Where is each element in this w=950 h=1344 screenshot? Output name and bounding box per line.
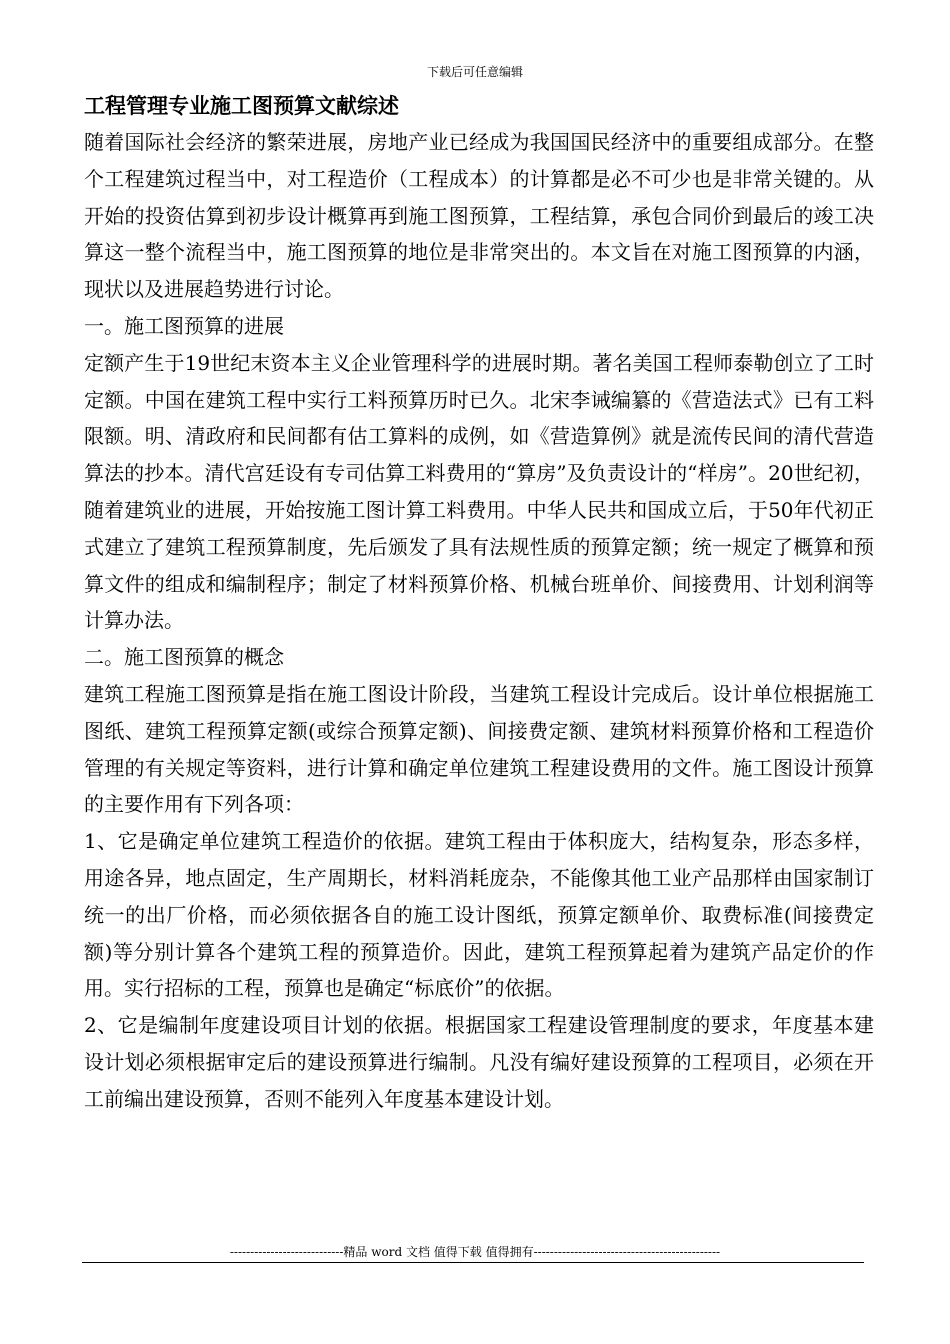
intro-paragraph: 随着国际社会经济的繁荣进展，房地产业已经成为我国国民经济中的重要组成部分。在整个工程建筑过程当中，对工程造价（工程成本）的计算都是必不可少也是非常关键的。从开始的投资估算到初步设计概算再到施工图预算，工程结算，承包合同价到最后的竣工决算这一整个流程当中，施工图预算的地位是非常突出的。本文旨在对施工图预算的内涵，现状以及进展趋势进行讨论。 — [84, 130, 874, 302]
document-title: 工程管理专业施工图预算文献综述 — [84, 93, 399, 118]
page-footer-text: ----------------------------精品 word 文档 值得下载 值得拥有---------------------------------------------- — [229, 1245, 721, 1259]
section-1-paragraph: 定额产生于19世纪末资本主义企业管理科学的进展时期。著名美国工程师泰勒创立了工时定额。中国在建筑工程中实行工料预算历时已久。北宋李诫编纂的《营造法式》已有工料限额。明、清政府和民间都有估工算料的成例，如《营造算例》就是流传民间的清代营造算法的抄本。清代宫廷设有专司估算工料费用的“算房”及负责设计的“样房”。20世纪初，随着建筑业的进展，开始按施工图计算工料费用。中华人民共和国成立后，于50年代初正式建立了建筑工程预算制度，先后颁发了具有法规性质的预算定额；统一规定了概算和预算文件的组成和编制程序；制定了材料预算价格、机械台班单价、间接费用、计划利润等计算办法。 — [84, 350, 874, 633]
section-2-item-2: 2、它是编制年度建设项目计划的依据。根据国家工程建设管理制度的要求，年度基本建设计划必须根据审定后的建设预算进行编制。凡没有编好建设预算的工程项目，必须在开工前编出建设预算，否则不能列入年度基本建设计划。 — [84, 1013, 874, 1111]
document-body — [84, 90, 874, 1118]
section-2-heading: 二。施工图预算的概念 — [84, 645, 284, 670]
footer-divider — [82, 1262, 864, 1263]
section-1-heading: 一。施工图预算的进展 — [84, 313, 284, 338]
page-header-note: 下载后可任意编辑 — [426, 65, 523, 79]
section-2-paragraph: 建筑工程施工图预算是指在施工图设计阶段，当建筑工程设计完成后。设计单位根据施工图纸、建筑工程预算定额(或综合预算定额)、间接费定额、建筑材料预算价格和工程造价管理的有关规定等资料，进行计算和确定单位建筑工程建设费用的文件。施工图设计预算的主要作用有下列各项： — [84, 681, 874, 817]
section-2-item-1: 1、它是确定单位建筑工程造价的依据。建筑工程由于体积庞大，结构复杂，形态多样，用途各异，地点固定，生产周期长，材料消耗庞杂，不能像其他工业产品那样由国家制订统一的出厂价格，而必须依据各自的施工设计图纸，预算定额单价、取费标准(间接费定额)等分别计算各个建筑工程的预算造价。因此，建筑工程预算起着为建筑产品定价的作用。实行招标的工程，预算也是确定“标底价”的依据。 — [84, 829, 874, 1001]
